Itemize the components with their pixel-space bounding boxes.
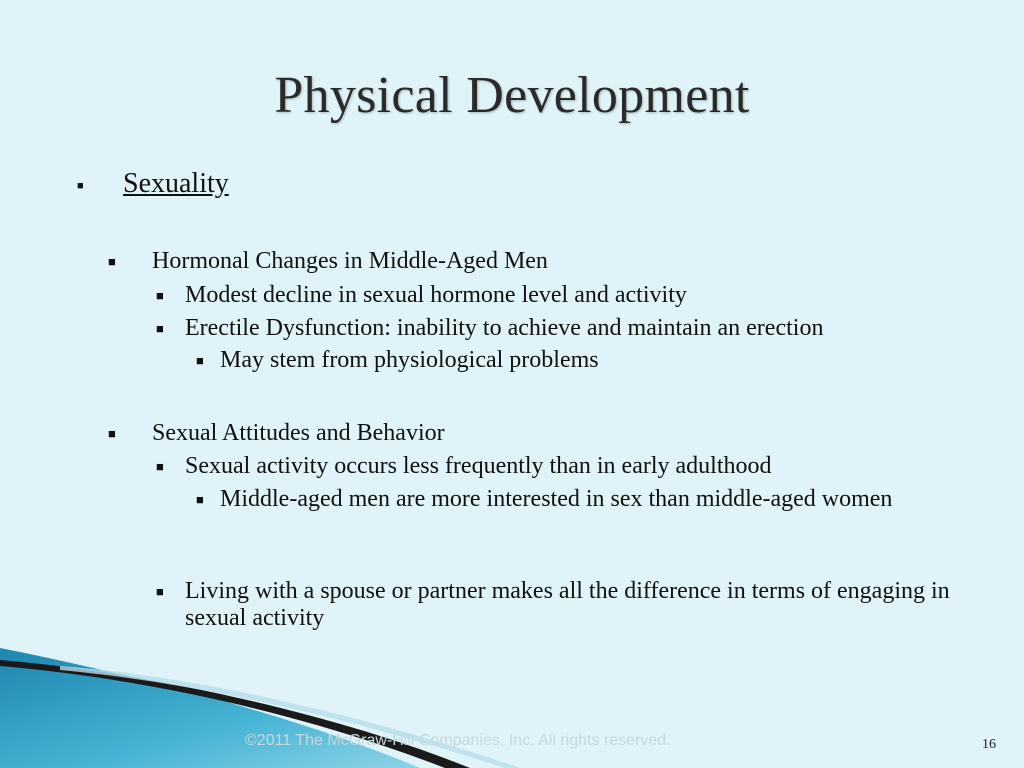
list-subitem: May stem from physiological problems — [220, 347, 599, 373]
bullet-marker: ■ — [108, 426, 116, 441]
copyright-footer: ©2011 The McGraw-Hill Companies, Inc. All rights reserved. — [245, 732, 671, 749]
group-heading: Sexual Attitudes and Behavior — [152, 420, 445, 446]
bullet-marker: ■ — [156, 288, 164, 303]
list-item: Erectile Dysfunction: inability to achieve and maintain an erection — [185, 315, 824, 341]
list-item: Living with a spouse or partner makes all the difference in terms of engaging in sexual activity — [185, 578, 950, 631]
slide-title: Physical Development — [274, 67, 750, 124]
list-item: Sexual activity occurs less frequently than in early adulthood — [185, 453, 772, 479]
list-item: Modest decline in sexual hormone level and activity — [185, 282, 687, 308]
list-subitem: Middle-aged men are more interested in sex than middle-aged women — [220, 486, 893, 512]
bullet-marker: ■ — [156, 321, 164, 336]
bullet-marker: ■ — [156, 584, 164, 599]
bullet-marker: ■ — [156, 459, 164, 474]
section-heading: Sexuality — [123, 168, 229, 199]
bullet-marker: ■ — [196, 492, 204, 507]
bullet-marker: ■ — [77, 180, 84, 192]
bullet-marker: ■ — [196, 353, 204, 368]
page-number: 16 — [982, 737, 996, 752]
group-heading: Hormonal Changes in Middle-Aged Men — [152, 248, 548, 274]
bullet-marker: ■ — [108, 254, 116, 269]
